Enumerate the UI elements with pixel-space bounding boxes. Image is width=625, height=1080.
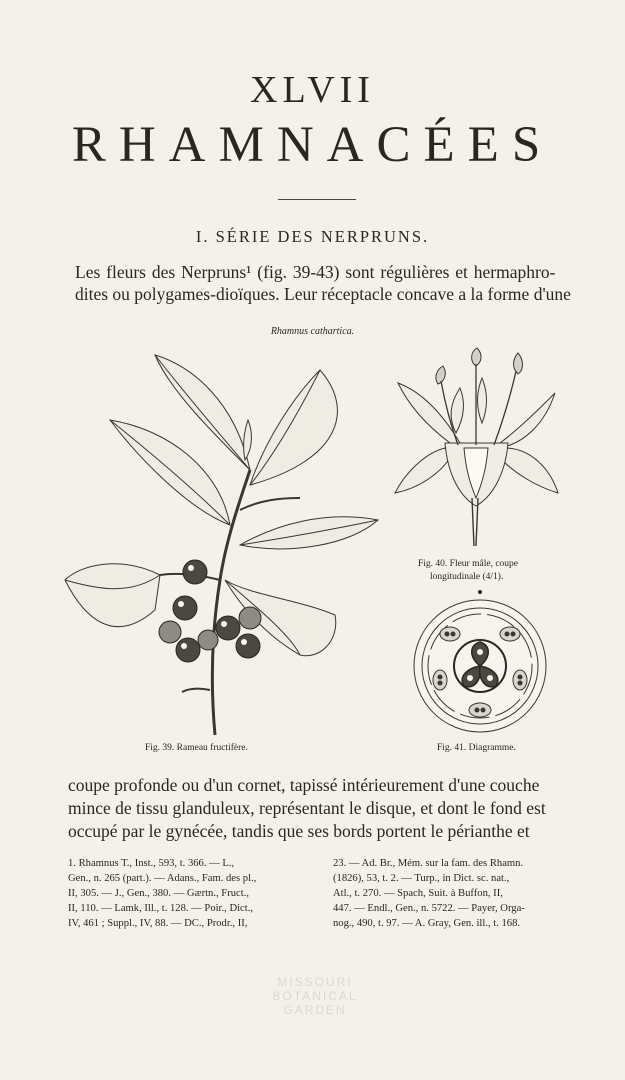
stamp-line-2: BOTANICAL [272, 989, 358, 1003]
footnote-right-line-1: 23. — Ad. Br., Mém. sur la fam. des Rhamn. [333, 858, 524, 869]
body-line-2: mince de tissu glanduleux, représentant le disque, et dont le fond est [68, 798, 546, 818]
series-heading: I. SÉRIE DES NERPRUNS. [195, 227, 430, 246]
chapter-title: RHAMNACÉES [71, 117, 554, 173]
fig40-caption-line-1: Fig. 40. Fleur mâle, coupe [418, 559, 518, 569]
figure-title: Rhamnus cathartica. [270, 326, 355, 337]
footnote-right-line-3: Atl., t. 270. — Spach, Suit. à Buffon, II, [333, 888, 503, 899]
body-line-1: coupe profonde ou d'un cornet, tapissé intérieurement d'une couche [68, 775, 540, 795]
chapter-number: XLVII [250, 69, 375, 111]
footnote-left-line-2: Gen., n. 265 (part.). — Adans., Fam. des pl., [68, 873, 257, 884]
fig40-flower-illustration [390, 348, 565, 553]
footnote-left-line-5: IV, 461 ; Suppl., IV, 88. — DC., Prodr., II, [68, 918, 248, 929]
footnote-left-line-4: II, 110. — Lamk, Ill., t. 128. — Poir., Dict., [68, 903, 253, 914]
stamp-line-3: GARDEN [283, 1003, 347, 1017]
intro-line-2: dites ou polygames-dioïques. Leur réceptacle concave a la forme d'une [75, 284, 571, 304]
library-stamp [250, 975, 380, 1017]
footnote-right-line-5: nog., 490, t. 97. — A. Gray, Gen. ill., t. 168. [333, 918, 521, 929]
title-rule [278, 199, 356, 200]
fig39-branch-illustration [60, 350, 390, 740]
footnote-left-line-1: 1. Rhamnus T., Inst., 593, t. 366. — L., [68, 858, 235, 869]
fig40-caption-line-2: longitudinale (4/1). [430, 572, 504, 582]
stamp-line-1: MISSOURI [277, 975, 353, 989]
body-line-3: occupé par le gynécée, tandis que ses bords portent le périanthe et [68, 821, 530, 841]
fig41-floral-diagram [410, 588, 550, 736]
fig41-caption: Fig. 41. Diagramme. [437, 743, 516, 753]
fig39-caption: Fig. 39. Rameau fructifère. [145, 743, 248, 753]
footnote-right-line-4: 447. — Endl., Gen., n. 5722. — Payer, Orga- [333, 903, 525, 914]
intro-line-1: Les fleurs des Nerpruns¹ (fig. 39-43) sont régulières et hermaphro- [75, 262, 556, 282]
footnote-right-line-2: (1826), 53, t. 2. — Turp., in Dict. sc. nat., [333, 873, 510, 884]
footnote-left-line-3: II, 305. — J., Gen., 380. — Gærtn., Fruct., [68, 888, 249, 899]
